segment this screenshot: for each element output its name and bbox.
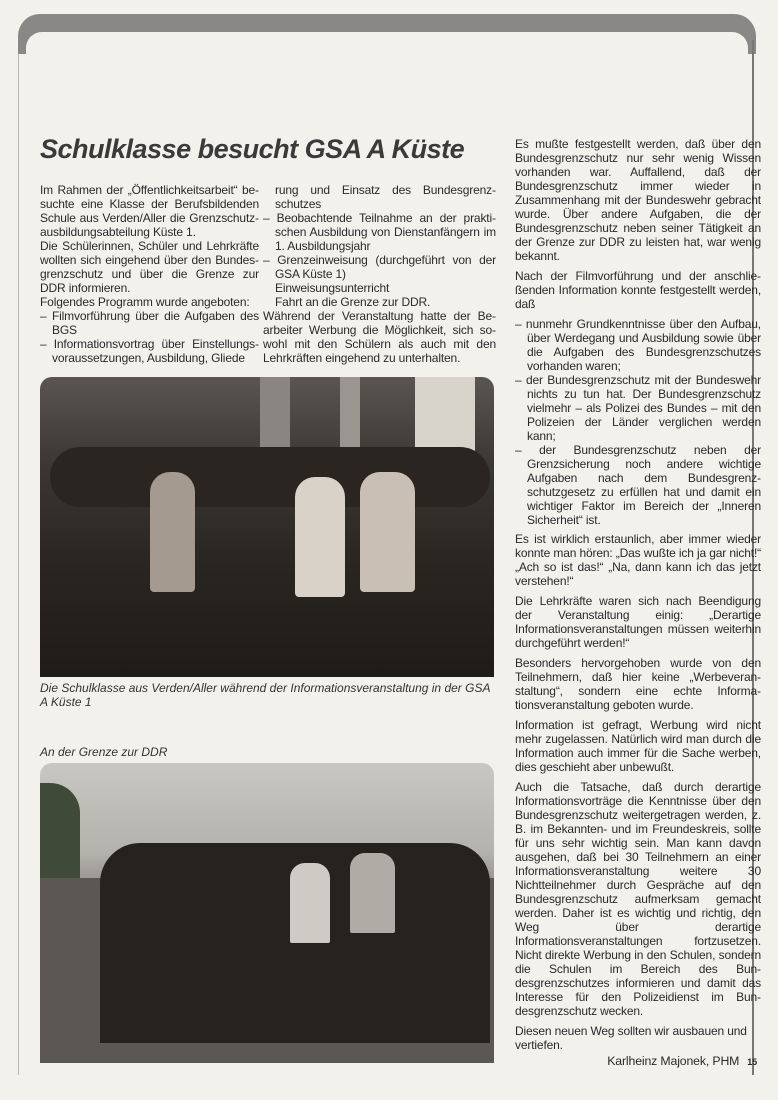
list-item: – der Bundesgrenzschutz mit der Bundeswehr nichts zu tun hat. Der Bundesgrenzschutz vielmehr – als Polizei des Bundes – mit den Polizeien der Länder verglichen werden kann; [515,373,761,443]
signature-line [515,1054,761,1069]
paragraph: Die Lehrkräfte waren sich nach Beendigung der Veranstaltung einig: „Derartige Informationsveranstaltungen müssen weiterhin durchgeführt werden!“ [515,594,761,650]
findings-list [515,317,761,527]
article-title: Schulklasse besucht GSA A Küste [40,134,465,164]
paragraph: Besonders hervorgehoben wurde von den Teilnehmern, daß hier keine „Werbeveranstaltung“, sondern eine echte Informationsveranstaltung geboten wurde. [515,656,761,712]
photo-person [290,863,330,943]
photo-caption: Die Schulklasse aus Verden/Aller während der Informationsveranstaltung in der GSA A Küste 1 [40,681,491,709]
page-number: 15 [747,1057,757,1067]
page-header-inner [26,32,748,62]
list-item: – Grenzeinweisung (durchgeführt von der GSA Küste 1) [263,253,496,281]
paragraph: Es mußte festgestellt werden, daß über den Bundesgrenzschutz nur sehr wenig Wissen vorhanden war. Auffallend, daß der Bundesgrenzschutz immer wieder in Zusammenhang mit der Bundeswehr gebracht wurde. Über andere Aufgaben, die der Bundesgrenzschutz neben seiner Tätigkeit an der Grenze zur DDR zu leisten hat, war wenig bekannt. [515,137,761,263]
program-list [263,211,496,281]
author-signature: Karlheinz Majonek, PHM [607,1054,740,1068]
list-item: – der Bundesgrenzschutz neben der Grenzsicherung noch andere wichtige Aufgaben nach dem Bundesgrenzschutzgesetz zu erfüllen hat und damit ein wichtiger Faktor im Bereich der „Inneren Sicherheit“ ist. [515,443,761,527]
list-item: – Informationsvortrag über Einstellungsvoraussetzungen, Ausbildung, Gliede [40,337,259,365]
paragraph: Information ist gefragt, Werbung wird nicht mehr zugelassen. Natürlich wird man durch die Information auch immer für die Sache werben, dies geschieht aber unbewußt. [515,718,761,774]
text-columns [40,183,496,365]
paragraph: Diesen neuen Weg sollten wir ausbauen und vertiefen. [515,1024,747,1052]
paragraph: Nach der Filmvorführung und der anschließenden Information konnte festgestellt werden, daß [515,269,761,311]
paragraph: Während der Veranstaltung hatte der Bearbeiter Werbung die Möglichkeit, sich sowohl mit den Schülern als auch mit den Lehrkräften eingehend zu unterhalten. [263,309,496,365]
sub-item: Einweisungsunterricht [275,281,390,295]
photo-person [360,472,415,592]
column-3 [515,137,761,1069]
column-2 [263,183,496,365]
photo-person [295,477,345,597]
paragraph: Die Schülerinnen, Schüler und Lehrkräfte wollten sich eingehend über den Bundesgrenzschutz und über die Grenze zur DDR informieren. [40,239,259,295]
photo-border [40,763,494,1063]
sub-item: Fahrt an die Grenze zur DDR. [275,295,431,309]
list-item: – Filmvorführung über die Aufgaben des BGS [40,309,259,337]
column-1 [40,183,259,365]
photo-caption: An der Grenze zur DDR [40,745,168,759]
paragraph: Auch die Tatsache, daß durch derartige Informationsvorträge die Kenntnisse über den Bundesgrenzschutz weitergetragen werden, z. B. im Bekannten- und im Freundeskreis, sollte für uns sehr wichtig sein. Man kann davon ausgehen, daß bei 30 Teilnehmern an einer Informationsveranstaltung weitere 30 Nichtteilnehmer durch Gespräche auf den Bundesgrenzschutz aufmerksam gemacht werden. Daher ist es wichtig und richtig, den Weg über derartige Informationsveranstaltungen fortzusetzen. Nicht direkte Werbung in den Schulen, sondern die Schulen im Bereich des Bundesgrenzschutzes informieren und damit das Interesse für den Polizeidienst im Bundesgrenzschutz wecken. [515,780,761,1018]
paragraph: rung und Einsatz des Bundesgrenzschutzes [275,183,496,211]
photo-audience [50,447,490,507]
list-item: – nunmehr Grundkenntnisse über den Aufbau, über Werdegang und Ausbildung sowie über die Aufgaben des Bundesgrenzschutzes vorhanden waren; [515,317,761,373]
page-border-left [18,40,19,1075]
list-item: – Beobachtende Teilnahme an der praktischen Ausbildung von Dienstanfängern im 1. Ausbildungsjahr [263,211,496,253]
photo-classroom [40,377,494,677]
paragraph: Folgendes Programm wurde angeboten: [40,295,250,309]
photo-person [350,853,395,933]
program-list [40,309,259,365]
photo-person [150,472,195,592]
left-region [40,183,496,1063]
paragraph: Es ist wirklich erstaunlich, aber immer wieder konnte man hören: „Das wußte ich ja gar nicht!“ „Ach so ist das!“ „Na, dann kann ich das jetzt verstehen!“ [515,532,761,588]
paragraph: Im Rahmen der „Öffentlichkeitsarbeit“ besuchte eine Klasse der Berufsbildenden Schule aus Verden/Aller die Grenzschutzausbildungsabteilung Küste 1. [40,183,259,239]
